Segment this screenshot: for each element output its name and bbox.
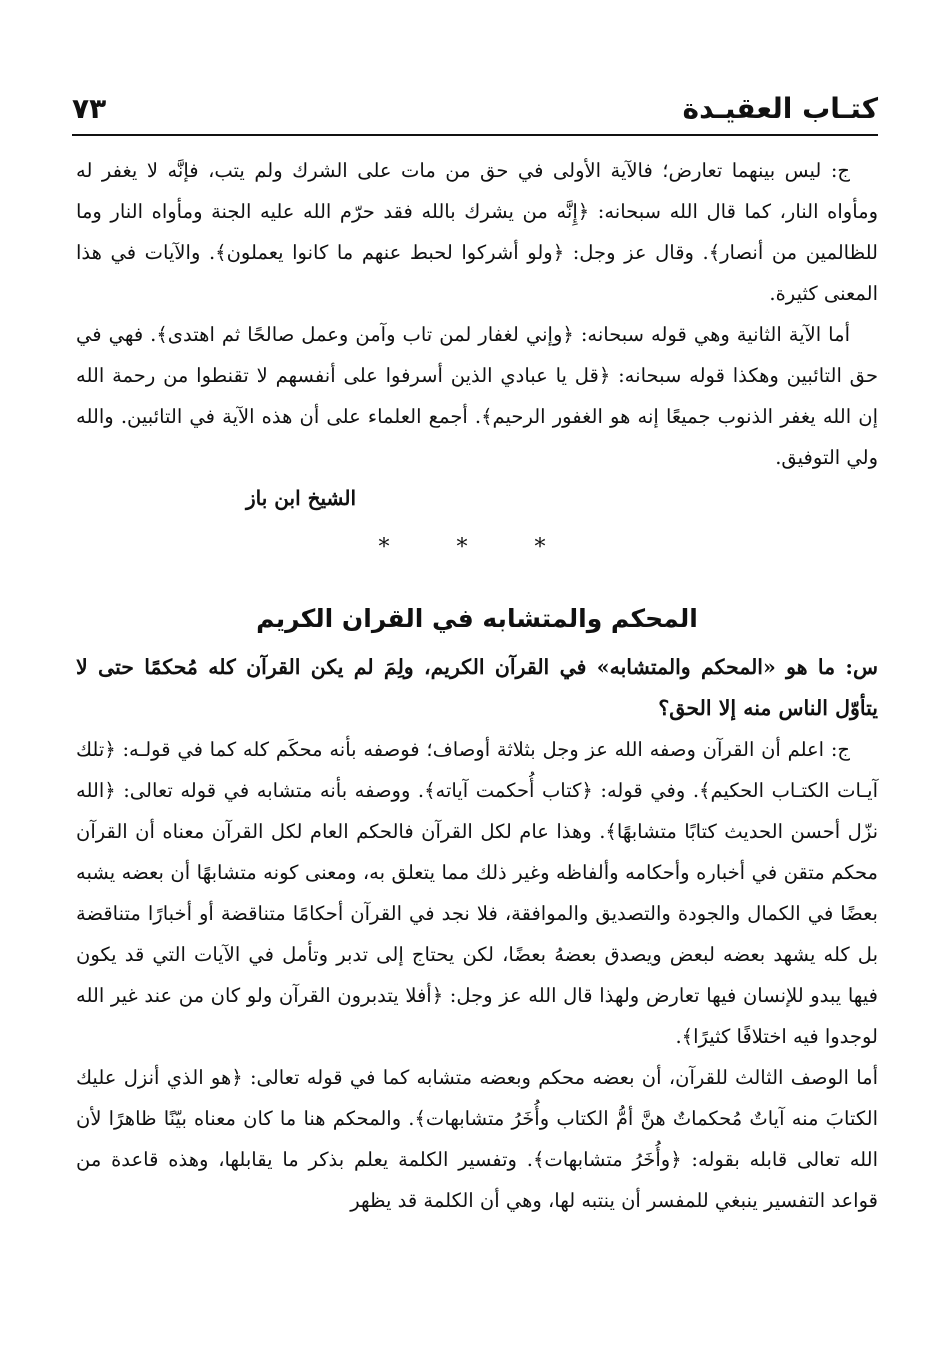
answer-paragraph-1: ج: ليس بينهما تعارض؛ فالآية الأولى في حق من مات على الشرك ولم يتب، فإنَّه لا يغفر له ومأواه النار، كما قال الله سبحانه: ﴿إِنَّه من يشرك بالله فقد حرّم الله عليه الجنة ومأواه النار وما للظالمين من أنصار﴾. وقال عز وجل: ﴿ولو أشركوا لحبط عنهم ما كانوا يعملون﴾. والآيات في هذا المعنى كثيرة. xyxy=(76,159,878,305)
question-paragraph: س: ما هو «المحكم والمتشابه» في القرآن الكريم، ولِمَ لم يكن القرآن كله مُحكمًا حتى لا يتأوّل الناس منه إلا الحق؟ xyxy=(76,655,878,720)
answer-paragraph-3: ج: اعلم أن القرآن وصفه الله عز وجل بثلاثة أوصاف؛ فوصفه بأنه محكَم كله كما في قولـه: ﴿تلك آيـات الكتـاب الحكيم﴾. وفي قوله: ﴿كتاب أُحكمت آياته﴾. ووصفه بأنه متشابه في قوله تعالى: ﴿الله نزّل أحسن الحديث كتابًا متشابهًا﴾. وهذا عام لكل القرآن فالحكم العام لكل القرآن معناه أن القرآن محكم متقن في أخباره وأحكامه وألفاظه وغير ذلك مما يتعلق به، ومعنى كونه متشابهًا أن بعضه يشبه بعضًا في الكمال والجودة والتصديق والموافقة، فلا نجد في القرآن أحكامًا متناقضة أو أخبارًا متناقضة بل كله يشهد بعضه لبعض ويصدق بعضهُ بعضًا، لكن يحتاج إلى تدبر وتأمل في الآيات التي قد يكون فيها يبدو للإنسان فيها تعارض ولهذا قال الله عز وجل: ﴿أفلا يتدبرون القرآن ولو كان من عند غير الله لوجدوا فيه اختلافًا كثيرًا﴾. xyxy=(76,738,878,1048)
page-number: ٧٣ xyxy=(72,91,107,125)
page-header xyxy=(72,84,878,132)
page-body xyxy=(76,150,878,1221)
section-title: المحكم والمتشابه في القران الكريم xyxy=(256,604,698,633)
signature: الشيخ ابن باز xyxy=(246,486,357,510)
header-rule xyxy=(72,134,878,136)
answer-paragraph-4: أما الوصف الثالث للقرآن، أن بعضه محكم وبعضه متشابه كما في قوله تعالى: ﴿هو الذي أنزل عليك الكتابَ منه آياتٌ مُحكماتٌ هنَّ أمُّ الكتاب وأُخَرُ متشابهات﴾. والمحكم هنا ما كان معناه بيّنًا ظاهرًا لأن الله تعالى قابله بقوله: ﴿وأُخَرُ متشابهات﴾. وتفسير الكلمة يعلم بذكر ما يقابلها، وهذه قاعدة من قواعد التفسير ينبغي للمفسر أن ينتبه لها، وهي أن الكلمة قد يظهر xyxy=(76,1066,878,1212)
section-separator: * * * xyxy=(378,535,576,560)
answer-paragraph-2: أما الآية الثانية وهي قوله سبحانه: ﴿وإني لغفار لمن تاب وآمن وعمل صالحًا ثم اهتدى﴾. فهي في حق التائبين وهكذا قوله سبحانه: ﴿قل يا عبادي الذين أسرفوا على أنفسهم لا تقنطوا من رحمة الله إن الله يغفر الذنوب جميعًا إنه هو الغفور الرحيم﴾. أجمع العلماء على أن هذه الآية في التائبين. والله ولي التوفيق. xyxy=(76,323,878,469)
book-title: كتـاب العقيـدة xyxy=(682,91,878,125)
